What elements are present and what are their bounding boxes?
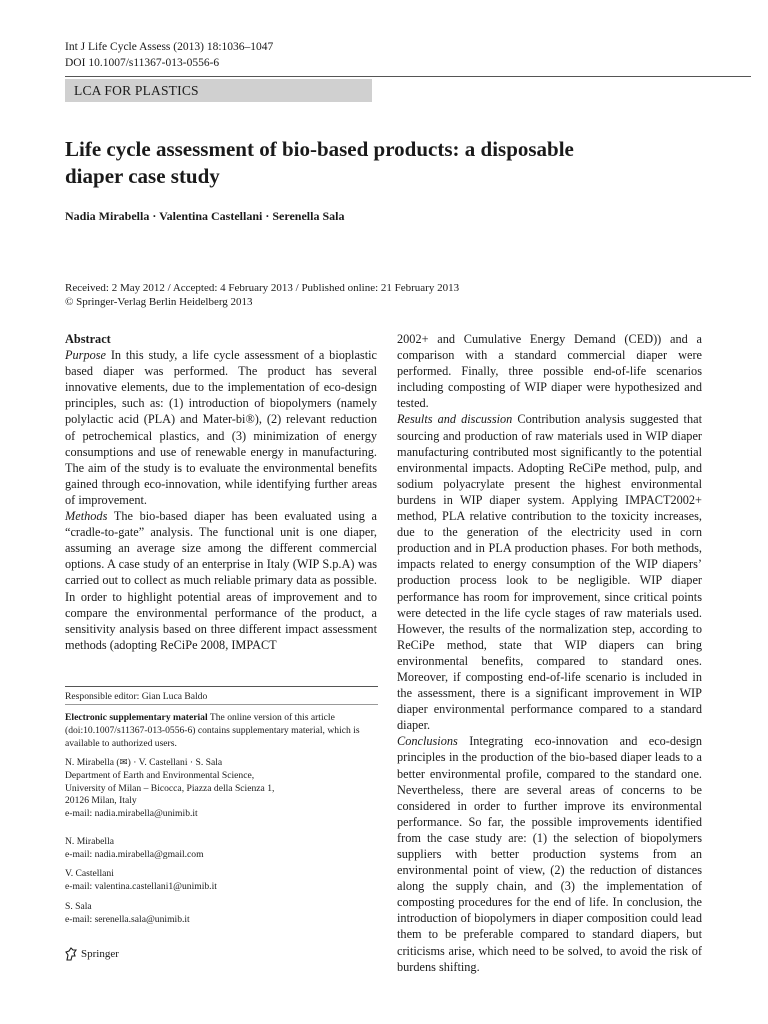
responsible-editor: Responsible editor: Gian Luca Baldo	[65, 691, 208, 702]
abstract-results	[397, 411, 702, 733]
doi-line: DOI 10.1007/s11367-013-0556-6	[65, 57, 220, 69]
article-title	[65, 136, 705, 190]
contact-email: e-mail: valentina.castellani1@unimib.it	[65, 880, 217, 892]
section-banner: LCA FOR PLASTICS	[65, 79, 372, 102]
abstract-purpose	[65, 347, 377, 508]
purpose-label: Purpose	[65, 348, 106, 363]
abstract-methods	[65, 508, 377, 653]
affiliation-block	[65, 757, 378, 821]
contact-castellani	[65, 868, 378, 894]
methods-text-continued: 2002+ and Cumulative Energy Demand (CED)) and a comparison with a standard commercial diaper were performed. Finally, three possible end-of-life scenarios including composting of WIP diaper were hypothesized and tested.	[397, 332, 702, 411]
affiliation-authors: N. Mirabella (✉) · V. Castellani · S. Sala	[65, 757, 223, 768]
purpose-text: In this study, a life cycle assessment of a bioplastic based diaper was performed. The product has several innovative elements, due to the implementation of eco-design principles, such as: (1) introduction of biopolymers (namely polylactic acid (PLA) and Mater-bi®), (2) relevant reduction of petrochemical plastics, and (3) minimization of energy consumptions and use of renewable energy in manufacturing. The aim of the study is to evaluate the environmental benefits gained through eco-innovation, while identifying further areas of improvement.	[65, 348, 377, 507]
copyright-line: © Springer-Verlag Berlin Heidelberg 2013	[65, 296, 253, 308]
results-text: Contribution analysis suggested that sourcing and production of raw materials used in WIP diaper manufacturing contributed most significantly to the potential environmental impacts. Adopting ReCiPe method, pulp, and sodium polyacrylate present the highest environmental burdens in WIP diaper system. Applying IMPACT2002+ method, PLA relative contribution to the toxicity increases, due to the generation of the electricity used in corn production and in PLA production phases. For both methods, impacts related to energy consumption of the WIP diapers’ production process look to be negligible. WIP diaper performance has room for improvement, since critical points were detected in the life cycle stages of raw materials used. However, the results of the normalization step, according to ReCiPe method, state that WIP diapers can bring environmental benefits, compared to standard ones. Moreover, if composting end-of-life scenario is included in the assessment, there is a significant improvement in WIP diaper environmental performance compared to a standard diaper.	[397, 412, 702, 733]
abstract-right-column	[397, 331, 702, 975]
contact-mirabella	[65, 836, 378, 862]
title-line-2: diaper case study	[65, 164, 220, 188]
journal-line: Int J Life Cycle Assess (2013) 18:1036–1047	[65, 41, 274, 53]
contact-sala	[65, 901, 378, 927]
contact-email: e-mail: nadia.mirabella@gmail.com	[65, 848, 204, 860]
footnote-divider	[65, 704, 378, 705]
publication-dates	[65, 281, 459, 309]
conclusions-text: Integrating eco-innovation and eco-design principles in the production of the bio-based diaper leads to a better environmental profile, compared to the standard one. Nevertheless, there are several areas of concerns to be considered in order to further improve its environmental performance. So far, the possible improvements identified from the case study are: (1) the selection of biopolymers suppliers with better production systems from an environmental point of view, (2) the reduction of distances along the supply chain, and (3) the implementation of composting procedures for the end of life. In conclusion, the introduction of biopolymers in diaper composition could lead them to be preferable compared to standard diapers, but criticisms arise, which need to be solved, to avoid the risk of burdens shifting.	[397, 734, 703, 974]
dates-line: Received: 2 May 2012 / Accepted: 4 February 2013 / Published online: 21 February 2013	[65, 282, 460, 294]
affiliation-city: 20126 Milan, Italy	[65, 795, 137, 807]
contact-name: V. Castellani	[65, 868, 114, 879]
affiliation-email: e-mail: nadia.mirabella@unimib.it	[65, 808, 198, 820]
esm-label: Electronic supplementary material	[65, 712, 208, 723]
author-list: Nadia Mirabella · Valentina Castellani · Serenella Sala	[65, 209, 345, 223]
contact-name: N. Mirabella	[65, 836, 115, 847]
title-line-1: Life cycle assessment of bio-based products: a disposable	[65, 137, 574, 161]
journal-citation	[65, 39, 273, 71]
esm-text: The online version of this article (doi:10.1007/s11367-013-0556-6) contains supplementary material, which is available to authorized users.	[65, 712, 360, 749]
springer-horse-icon	[65, 947, 77, 961]
affiliation-dept: Department of Earth and Environmental Science,	[65, 769, 255, 781]
page-footer	[65, 947, 119, 961]
results-label: Results and discussion	[397, 412, 513, 427]
publisher-name: Springer	[81, 948, 119, 960]
methods-text: The bio-based diaper has been evaluated using a “cradle-to-gate” analysis. The functional unit is one diaper, assuming an average size among the different commercial options. A case study of an enterprise in Italy (WIP S.p.A) was carried out to collect as much reliable primary data as possible. In order to highlight potential areas of improvement and to compare the environmental performance of the product, a sensitivity analysis based on three different impact assessment methods (adopting ReCiPe 2008, IMPACT	[65, 509, 377, 652]
affiliation-univ: University of Milan – Bicocca, Piazza della Scienza 1,	[65, 782, 275, 794]
methods-label: Methods	[65, 509, 108, 524]
footnote-rule	[65, 686, 378, 687]
abstract-left-column	[65, 331, 377, 653]
abstract-heading: Abstract	[65, 332, 111, 346]
abstract-conclusions	[397, 733, 702, 974]
conclusions-label: Conclusions	[397, 734, 458, 749]
header-rule	[65, 76, 751, 77]
esm-note	[65, 712, 378, 750]
contact-name: S. Sala	[65, 901, 92, 912]
contact-email: e-mail: serenella.sala@unimib.it	[65, 913, 190, 925]
